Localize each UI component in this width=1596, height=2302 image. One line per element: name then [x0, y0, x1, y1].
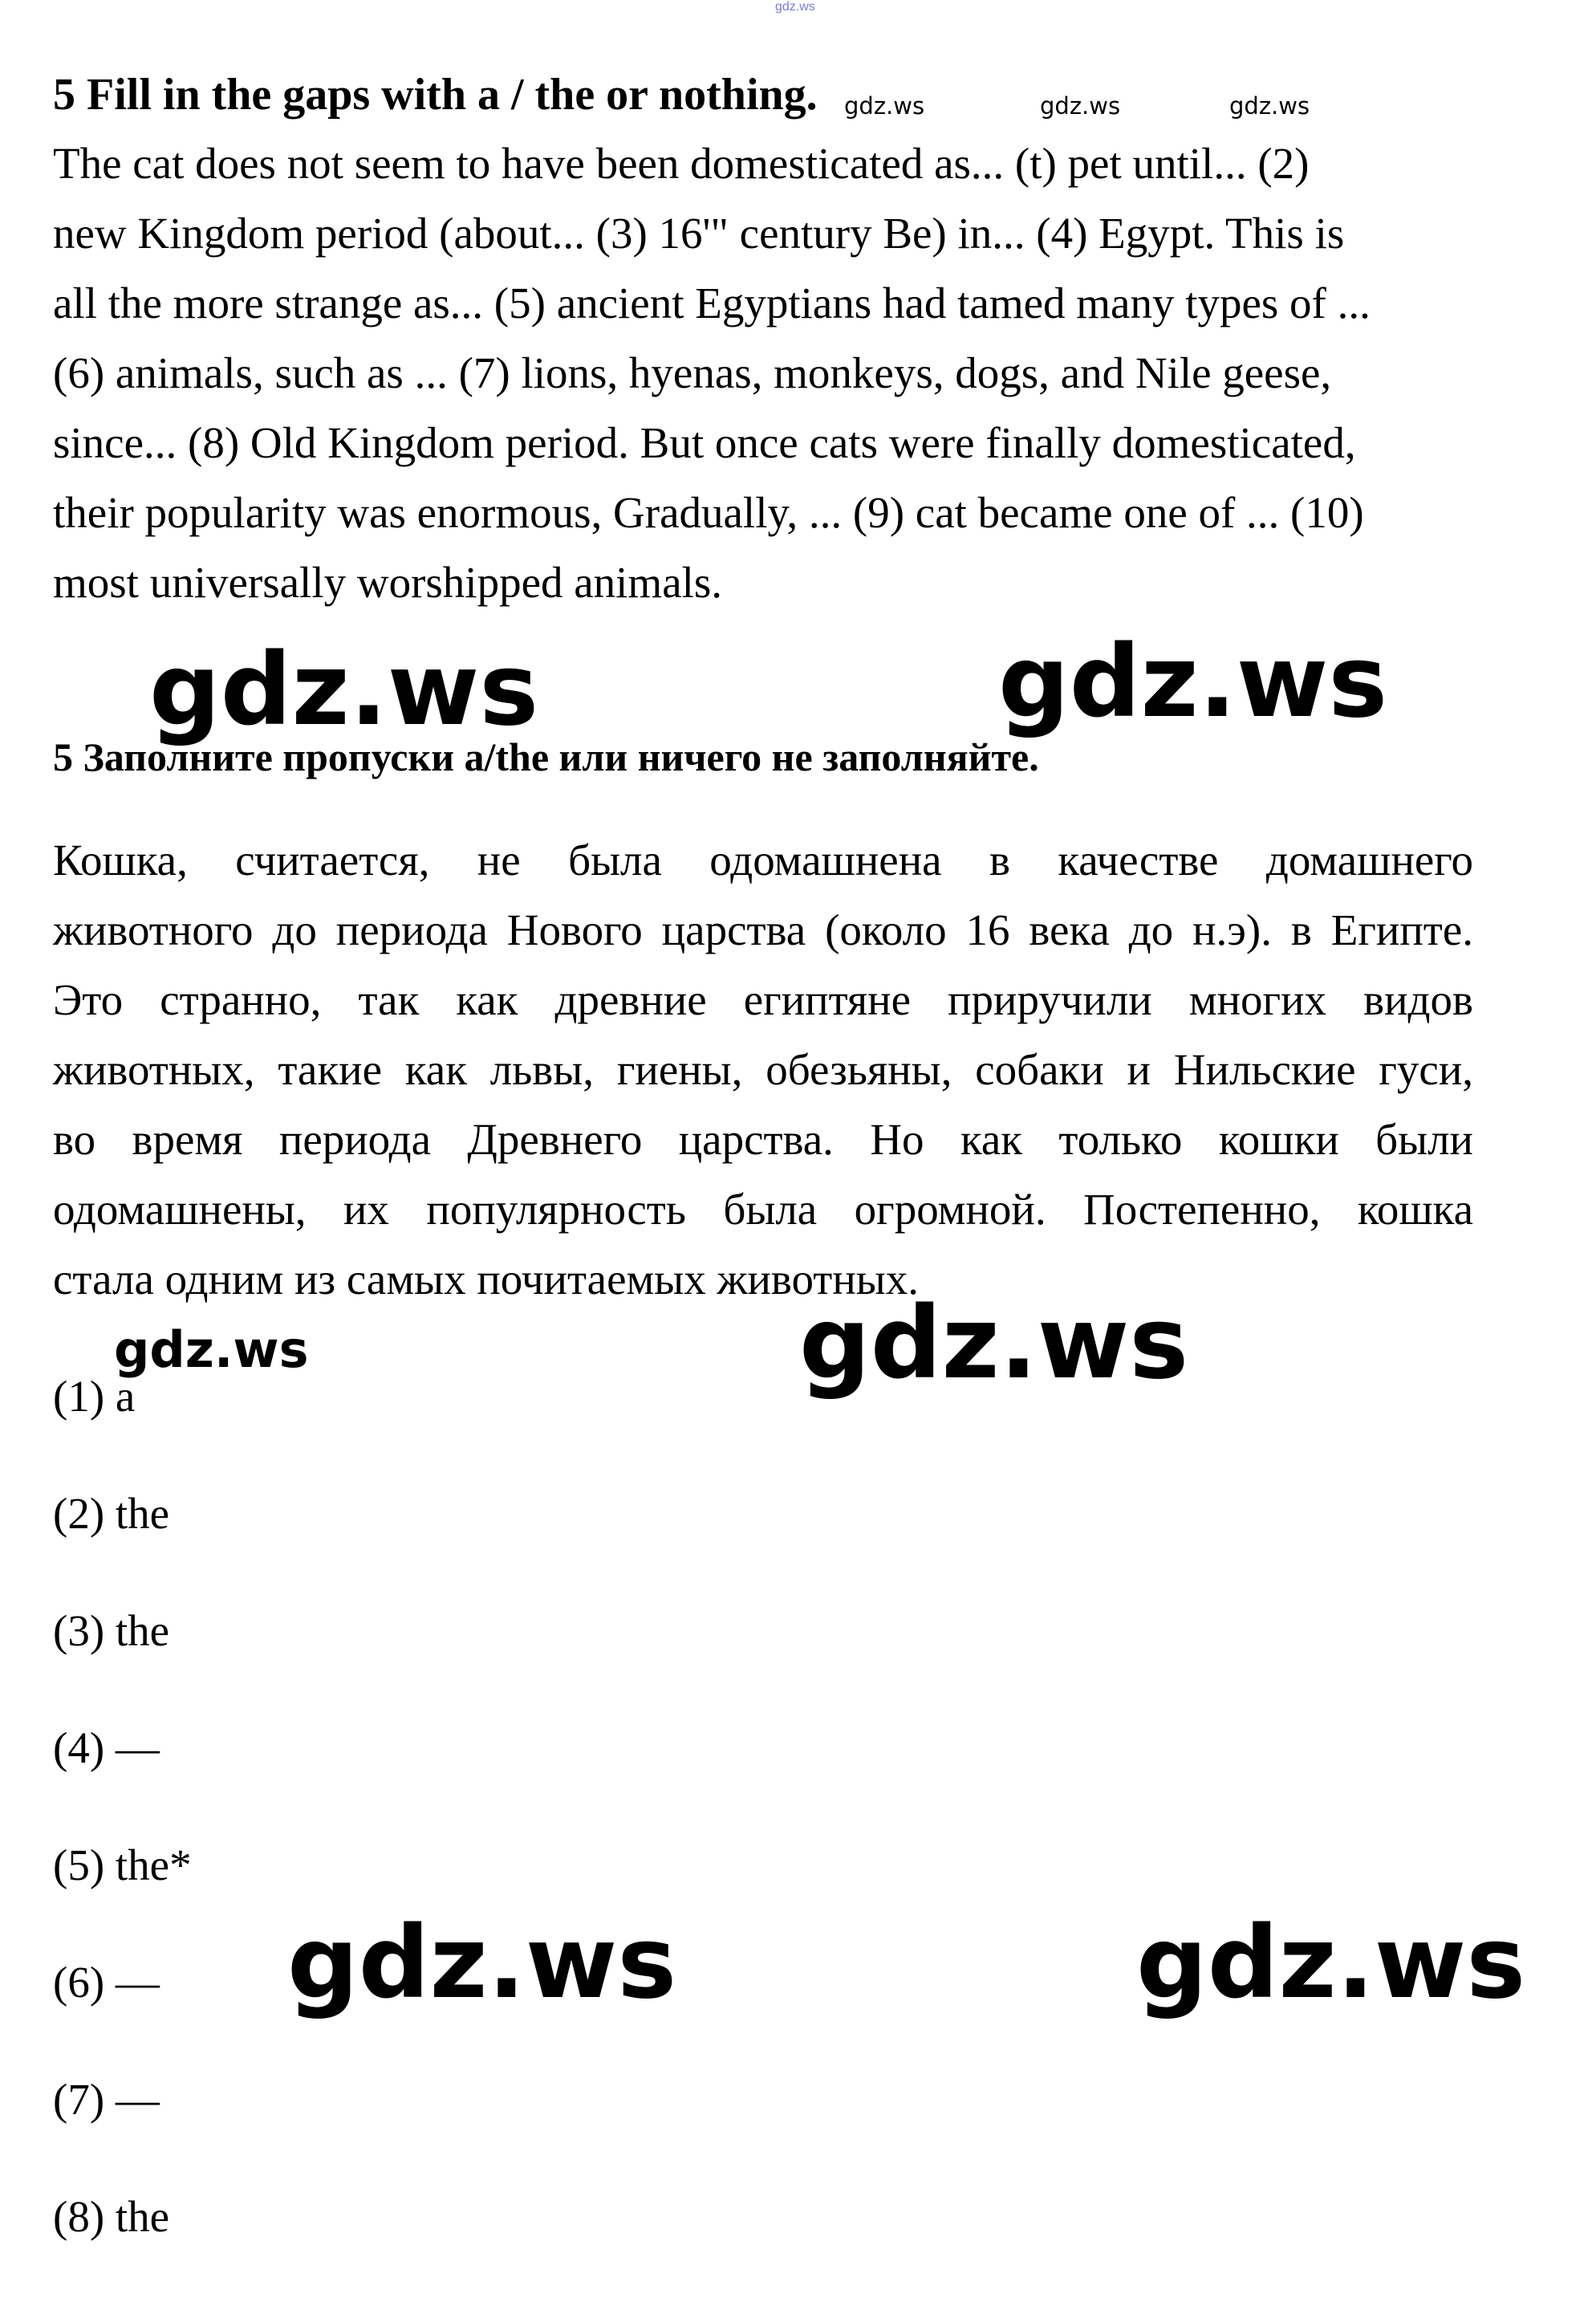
watermark-large: gdz.ws — [1136, 1905, 1526, 2021]
task-text-en — [53, 128, 1489, 617]
text-line: одомашнены, их популярность была огромной. Постепенно, кошка — [53, 1185, 1473, 1234]
answer-item: (1) a — [53, 1372, 136, 1421]
watermark-large: gdz.ws — [149, 632, 539, 748]
text-line: new Kingdom period (about... (3) 16'" century Be) in... (4) Egypt. This is — [53, 209, 1345, 258]
text-line: Кошка, считается, не была одомашнена в качестве домашнего — [53, 836, 1473, 885]
text-line: животных, такие как львы, гиены, обезьяны, собаки и Нильские гуси, — [53, 1045, 1473, 1094]
answer-item: (3) the — [53, 1606, 170, 1655]
task-title-ru: 5 Заполните пропуски a/the или ничего не заполняйте. — [53, 734, 1039, 779]
text-line: their popularity was enormous, Gradually, ... (9) cat became one of ... (10) — [53, 488, 1364, 537]
task-title-en: 5 Fill in the gaps with a / the or nothing. — [53, 70, 818, 120]
answer-item: (4) — — [53, 1723, 160, 1772]
watermark-large: gdz.ws — [799, 1286, 1189, 1401]
answer-item: (7) — — [53, 2075, 160, 2124]
watermark-small: gdz.ws — [844, 92, 925, 120]
text-line: Это странно, так как древние египтяне приручили многих видов — [53, 975, 1473, 1024]
watermark-medium: gdz.ws — [114, 1320, 309, 1379]
watermark-small: gdz.ws — [1229, 92, 1310, 120]
answer-item: (8) the — [53, 2192, 170, 2241]
task-text-ru — [53, 825, 1473, 1314]
answer-item: (2) the — [53, 1489, 170, 1538]
watermark-small: gdz.ws — [1040, 92, 1121, 120]
top-watermark: gdz.ws — [775, 0, 815, 14]
text-line: The cat does not seem to have been domesticated as... (t) pet until... (2) — [53, 139, 1310, 188]
answer-item: (6) — — [53, 1958, 160, 2007]
answer-item: (5) the* — [53, 1840, 192, 1889]
text-line: (6) animals, such as ... (7) lions, hyenas, monkeys, dogs, and Nile geese, — [53, 348, 1332, 397]
watermark-large: gdz.ws — [287, 1905, 677, 2021]
text-line: стала одним из самых почитаемых животных. — [53, 1255, 919, 1304]
text-line: most universally worshipped animals. — [53, 558, 723, 607]
answers-list — [53, 1365, 192, 2302]
text-line: во время периода Древнего царства. Но как только кошки были — [53, 1115, 1473, 1164]
watermark-large: gdz.ws — [998, 624, 1388, 740]
text-line: since... (8) Old Kingdom period. But once cats were finally domesticated, — [53, 418, 1356, 467]
text-line: животного до периода Нового царства (около 16 века до н.э). в Египте. — [53, 905, 1473, 954]
text-line: all the more strange as... (5) ancient Egyptians had tamed many types of ... — [53, 279, 1371, 327]
